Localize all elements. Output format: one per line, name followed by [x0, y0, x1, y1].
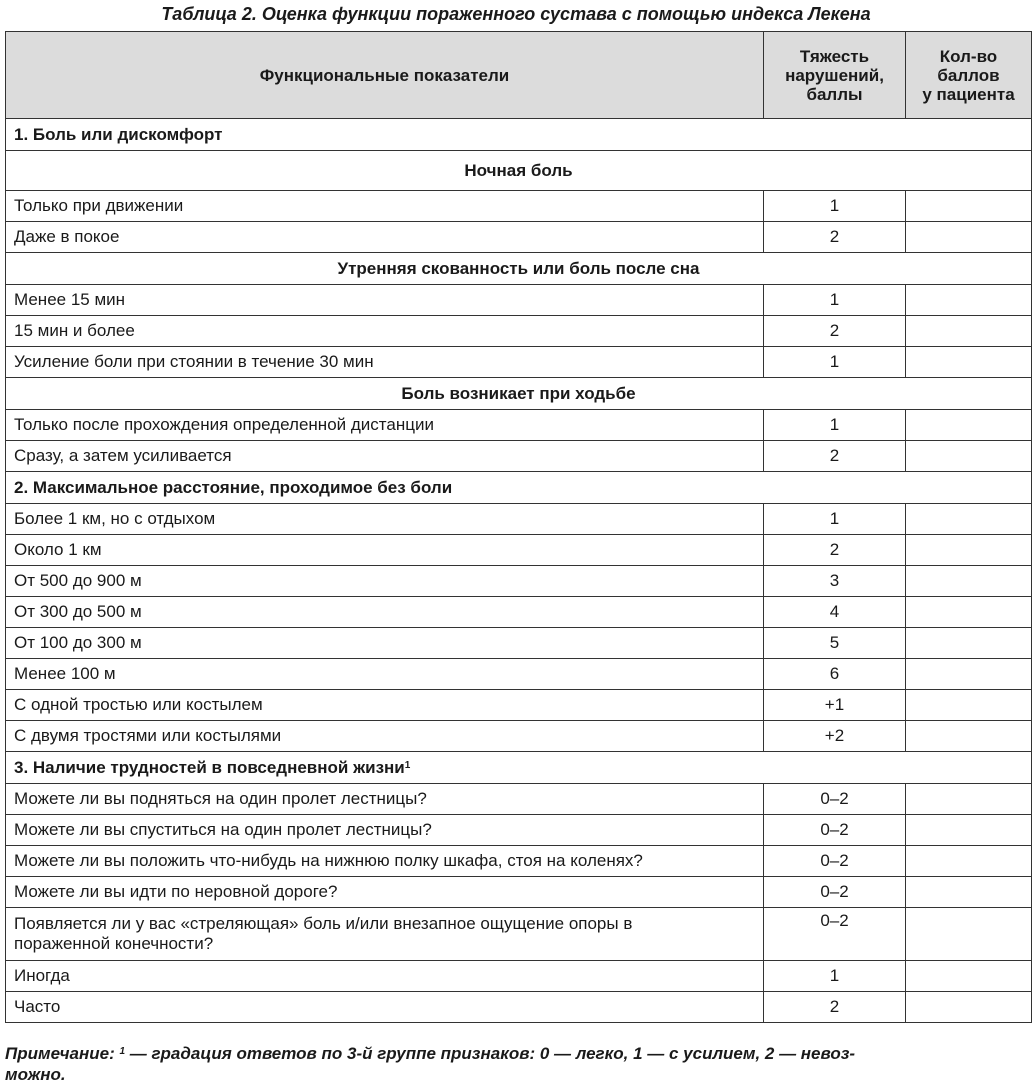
row-label: Около 1 км — [6, 535, 764, 566]
table-row — [6, 961, 1032, 992]
row-score: 1 — [764, 285, 906, 316]
row-score: 0–2 — [764, 815, 906, 846]
row-score: 0–2 — [764, 908, 906, 961]
table-row — [6, 504, 1032, 535]
row-label: Менее 15 мин — [6, 285, 764, 316]
row-label: Даже в покое — [6, 222, 764, 253]
section-row-pain — [6, 119, 1032, 151]
row-label: От 500 до 900 м — [6, 566, 764, 597]
section-title: 1. Боль или дискомфорт — [6, 119, 1032, 151]
patient-score-cell[interactable] — [906, 566, 1032, 597]
section-row-daily-difficulties — [6, 752, 1032, 784]
row-label: Сразу, а затем усиливается — [6, 441, 764, 472]
section-title: 2. Максимальное расстояние, проходимое без боли — [6, 472, 1032, 504]
row-label: 15 мин и более — [6, 316, 764, 347]
table-row — [6, 191, 1032, 222]
table-row — [6, 597, 1032, 628]
section-title — [6, 752, 1032, 784]
patient-score-cell[interactable] — [906, 877, 1032, 908]
subsection-row-walking-pain — [6, 378, 1032, 410]
patient-score-cell[interactable] — [906, 659, 1032, 690]
row-score: 2 — [764, 992, 906, 1023]
table-row — [6, 846, 1032, 877]
row-label: Более 1 км, но с отдыхом — [6, 504, 764, 535]
row-label: С двумя тростями или костылями — [6, 721, 764, 752]
patient-score-cell[interactable] — [906, 992, 1032, 1023]
subsection-row-night-pain — [6, 151, 1032, 191]
row-score: 4 — [764, 597, 906, 628]
row-label: Можете ли вы положить что-нибудь на нижнюю полку шкафа, стоя на коленях? — [6, 846, 764, 877]
row-label-line1: Появляется ли у вас «стреляющая» боль и/или внезапное ощущение опоры в — [14, 914, 633, 933]
row-label: Менее 100 м — [6, 659, 764, 690]
table-row — [6, 908, 1032, 961]
table-row — [6, 690, 1032, 721]
row-score: 2 — [764, 535, 906, 566]
table-row — [6, 566, 1032, 597]
table-footnote — [5, 1043, 1025, 1085]
footnote-marker: 1 — [119, 1046, 126, 1057]
table-caption: Таблица 2. Оценка функции пораженного сустава с помощью индекса Лекена — [161, 4, 871, 24]
subsection-title: Утренняя скованность или боль после сна — [6, 253, 1032, 285]
patient-score-cell[interactable] — [906, 441, 1032, 472]
table-row — [6, 222, 1032, 253]
patient-score-cell[interactable] — [906, 504, 1032, 535]
row-score: +2 — [764, 721, 906, 752]
table-row — [6, 316, 1032, 347]
header-patient-line2: баллов — [937, 65, 1000, 85]
row-score: 1 — [764, 504, 906, 535]
footnote-text-line2: можно. — [5, 1065, 66, 1084]
patient-score-cell[interactable] — [906, 347, 1032, 378]
header-severity-line2: нарушений, — [785, 65, 884, 85]
header-severity-points — [764, 32, 906, 119]
row-label: От 100 до 300 м — [6, 628, 764, 659]
footnote-text: — градация ответов по 3-й группе признаков: 0 — легко, 1 — с усилием, 2 — невоз- — [125, 1044, 856, 1063]
table-row — [6, 992, 1032, 1023]
table-row — [6, 410, 1032, 441]
row-label: С одной тростью или костылем — [6, 690, 764, 721]
subsection-title: Боль возникает при ходьбе — [6, 378, 1032, 410]
patient-score-cell[interactable] — [906, 191, 1032, 222]
section-row-max-distance — [6, 472, 1032, 504]
row-label: Можете ли вы спуститься на один пролет лестницы? — [6, 815, 764, 846]
table-row — [6, 877, 1032, 908]
row-score: 5 — [764, 628, 906, 659]
table-row — [6, 441, 1032, 472]
table-row — [6, 659, 1032, 690]
row-score: 2 — [764, 222, 906, 253]
patient-score-cell[interactable] — [906, 961, 1032, 992]
patient-score-cell[interactable] — [906, 410, 1032, 441]
row-score: 3 — [764, 566, 906, 597]
row-label: Только при движении — [6, 191, 764, 222]
footnote-marker: 1 — [404, 759, 411, 771]
table-row — [6, 815, 1032, 846]
header-patient-points — [906, 32, 1032, 119]
row-label: От 300 до 500 м — [6, 597, 764, 628]
patient-score-cell[interactable] — [906, 908, 1032, 961]
table-row — [6, 347, 1032, 378]
row-score: 2 — [764, 441, 906, 472]
header-patient-line1: Кол-во — [939, 46, 998, 66]
table-row — [6, 628, 1032, 659]
subsection-row-morning-stiffness — [6, 253, 1032, 285]
row-label: Можете ли вы подняться на один пролет лестницы? — [6, 784, 764, 815]
patient-score-cell[interactable] — [906, 690, 1032, 721]
patient-score-cell[interactable] — [906, 597, 1032, 628]
row-score: 2 — [764, 316, 906, 347]
patient-score-cell[interactable] — [906, 721, 1032, 752]
leken-index-table — [5, 31, 1032, 1023]
row-label: Можете ли вы идти по неровной дороге? — [6, 877, 764, 908]
row-score: 6 — [764, 659, 906, 690]
row-label-line2: пораженной конечности? — [14, 934, 214, 953]
patient-score-cell[interactable] — [906, 628, 1032, 659]
patient-score-cell[interactable] — [906, 784, 1032, 815]
table-row — [6, 285, 1032, 316]
footnote-prefix: Примечание: — [5, 1044, 120, 1063]
row-score: 0–2 — [764, 846, 906, 877]
row-score: 1 — [764, 347, 906, 378]
patient-score-cell[interactable] — [906, 285, 1032, 316]
row-score: +1 — [764, 690, 906, 721]
table-row — [6, 784, 1032, 815]
patient-score-cell[interactable] — [906, 846, 1032, 877]
row-score: 1 — [764, 191, 906, 222]
patient-score-cell[interactable] — [906, 535, 1032, 566]
header-patient-line3: у пациента — [922, 84, 1015, 104]
patient-score-cell[interactable] — [906, 222, 1032, 253]
table-header-row — [6, 32, 1032, 119]
header-severity-line1: Тяжесть — [799, 46, 870, 66]
table-row — [6, 535, 1032, 566]
row-label — [6, 908, 764, 961]
header-severity-line3: баллы — [806, 84, 863, 104]
row-score: 1 — [764, 410, 906, 441]
row-score: 0–2 — [764, 784, 906, 815]
patient-score-cell[interactable] — [906, 316, 1032, 347]
row-label: Иногда — [6, 961, 764, 992]
section-title-text: 3. Наличие трудностей в повседневной жизни — [14, 757, 405, 777]
row-label: Только после прохождения определенной дистанции — [6, 410, 764, 441]
patient-score-cell[interactable] — [906, 815, 1032, 846]
table-row — [6, 721, 1032, 752]
subsection-title: Ночная боль — [6, 151, 1032, 191]
header-functional-indicators: Функциональные показатели — [6, 32, 764, 119]
row-score: 1 — [764, 961, 906, 992]
row-score: 0–2 — [764, 877, 906, 908]
row-label: Часто — [6, 992, 764, 1023]
row-label: Усиление боли при стоянии в течение 30 мин — [6, 347, 764, 378]
